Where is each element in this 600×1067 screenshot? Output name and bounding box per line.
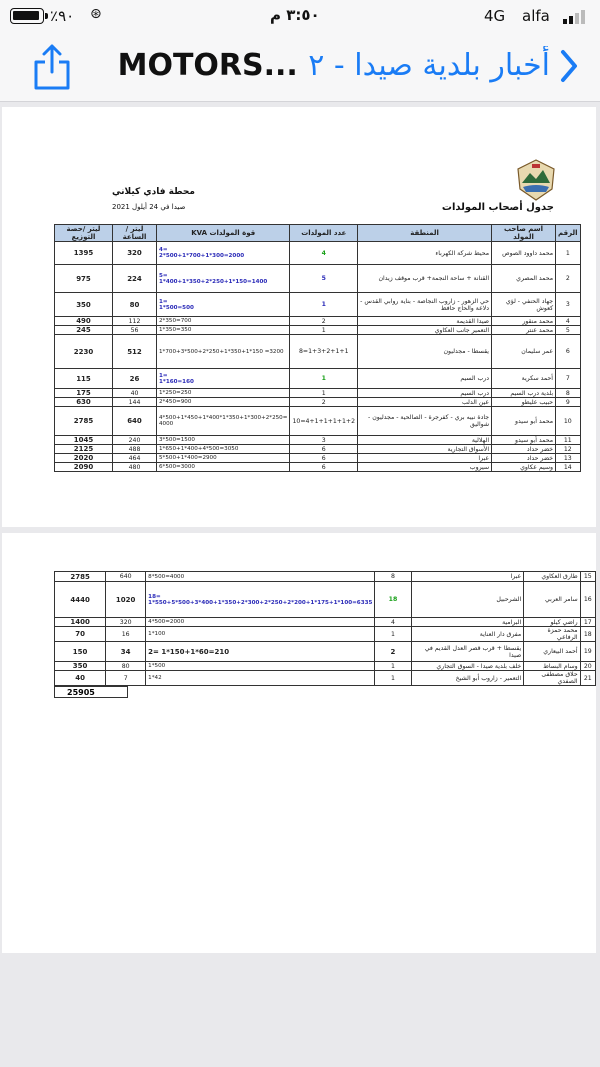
liters-per-hour: 512 (113, 335, 157, 369)
liters-per-hour: 640 (113, 407, 157, 436)
table-row (55, 627, 596, 642)
generators-table-1 (54, 224, 581, 472)
generator-kva: 1*42 (146, 671, 375, 686)
row-number: 21 (580, 671, 595, 686)
document-title: جدول أصحاب المولدات (441, 202, 554, 213)
area: مفرق دار العناية (411, 627, 524, 642)
liters-share: 1400 (55, 618, 106, 627)
generator-count: 1+3+2+1+1=8 (290, 335, 358, 369)
row-number: 13 (556, 454, 580, 463)
carrier-name: alfa (522, 7, 550, 25)
generator-kva: 1*700+3*500+2*250+1*350+1*150 =3200 (157, 335, 290, 369)
area: صيدا القديمة (358, 317, 492, 326)
generator-count: 1 (290, 293, 358, 317)
table-row (55, 389, 581, 398)
liters-share: 150 (55, 642, 106, 662)
area: الأسواق التجارية (358, 445, 492, 454)
liters-per-hour: 488 (113, 445, 157, 454)
area: التعمير - زاروب أبو الشيخ (411, 671, 524, 686)
liters-share: 2090 (55, 463, 113, 472)
liters-share: 2785 (55, 407, 113, 436)
generator-count: 1 (290, 369, 358, 389)
generator-kva: 18= 1*550+5*500+3*400+1*350+2*300+2*250+2*200+1*175+1*100=6335 (146, 582, 375, 618)
column-header: ليتر /حصة التوزيع (55, 225, 113, 242)
generator-kva: 1*650+1*400+4*500=3050 (157, 445, 290, 454)
share-icon[interactable] (30, 42, 74, 92)
area: الشرحبيل (411, 582, 524, 618)
generator-count: 1 (375, 662, 411, 671)
area: البرامية (411, 618, 524, 627)
row-number: 20 (580, 662, 595, 671)
area: عبرا (411, 572, 524, 582)
liters-share: 1045 (55, 436, 113, 445)
generator-kva: 5= 1*400+1*350+2*250+1*150=1400 (157, 265, 290, 293)
generator-count: 1 (290, 326, 358, 335)
generator-count: 5 (290, 265, 358, 293)
generator-count: 6 (290, 445, 358, 454)
generator-kva: 1= 1*500=500 (157, 293, 290, 317)
total-share: 25905 (54, 686, 128, 698)
back-chevron-icon[interactable] (553, 46, 583, 86)
row-number: 12 (556, 445, 580, 454)
area: يقسطا + قرب قصر العدل القديم في صيدا (411, 642, 524, 662)
liters-share: 2785 (55, 572, 106, 582)
table-row (55, 572, 596, 582)
liters-per-hour: 464 (113, 454, 157, 463)
owner-name: محمد منقور (492, 317, 556, 326)
generator-kva: 4= 2*500+1*700+1*300=2000 (157, 242, 290, 265)
liters-share: 350 (55, 293, 113, 317)
liters-share: 4440 (55, 582, 106, 618)
document-page-2 (2, 533, 596, 953)
table-row (55, 407, 581, 436)
generator-kva: 2*350=700 (157, 317, 290, 326)
row-number: 6 (556, 335, 580, 369)
owner-name: أحمد سكرية (492, 369, 556, 389)
table-row (55, 454, 581, 463)
liters-per-hour: 34 (106, 642, 146, 662)
owner-name: طارق العكاوي (524, 572, 580, 582)
status-bar (0, 0, 600, 34)
liters-per-hour: 112 (113, 317, 157, 326)
battery-percent: ٪٩٠ (50, 7, 75, 25)
liters-share: 70 (55, 627, 106, 642)
column-header: قوة المولدات KVA (157, 225, 290, 242)
generator-count: 18 (375, 582, 411, 618)
owner-name: عمر سليمان (492, 335, 556, 369)
area: الهلالية (358, 436, 492, 445)
generator-kva: 4*500=2000 (146, 618, 375, 627)
owner-name: راضي كيلو (524, 618, 580, 627)
area: محيط شركة الكهرباء (358, 242, 492, 265)
area: عبرا (358, 454, 492, 463)
area: التعمير جانب العكاوي (358, 326, 492, 335)
table-row (55, 642, 596, 662)
liters-per-hour: 7 (106, 671, 146, 686)
area: خلف بلدية صيدا - السوق التجاري (411, 662, 524, 671)
row-number: 9 (556, 398, 580, 407)
generator-count: 1 (290, 389, 358, 398)
table-row (55, 463, 581, 472)
generator-count: 2 (375, 642, 411, 662)
liters-per-hour: 224 (113, 265, 157, 293)
column-header: عدد المولدات (290, 225, 358, 242)
liters-share: 40 (55, 671, 106, 686)
page-title (110, 46, 550, 86)
area: سيروب (358, 463, 492, 472)
table-row (55, 369, 581, 389)
owner-name: خضر حداد (492, 454, 556, 463)
owner-name: محمد حمزة الرفاعي (524, 627, 580, 642)
owner-name: جهاد الحنفي - لؤي كعوش (492, 293, 556, 317)
liters-per-hour: 480 (113, 463, 157, 472)
liters-share: 1395 (55, 242, 113, 265)
table-header-row (55, 225, 581, 242)
owner-name: بلدية درب السيم (492, 389, 556, 398)
generator-kva: 1*250=250 (157, 389, 290, 398)
network-type: 4G (484, 7, 506, 25)
area: درب السيم (358, 389, 492, 398)
row-number: 4 (556, 317, 580, 326)
table-row (55, 436, 581, 445)
liters-share: 2020 (55, 454, 113, 463)
liters-per-hour: 640 (106, 572, 146, 582)
column-header: ليتر / الساعة (113, 225, 157, 242)
owner-name: حبيب عليطو (492, 398, 556, 407)
row-number: 11 (556, 436, 580, 445)
row-number: 10 (556, 407, 580, 436)
liters-share: 175 (55, 389, 113, 398)
row-number: 2 (556, 265, 580, 293)
signal-icon (563, 9, 589, 24)
generator-count: 4 (375, 618, 411, 627)
generator-kva: 1*350=350 (157, 326, 290, 335)
generator-count: 2 (290, 398, 358, 407)
liters-share: 2125 (55, 445, 113, 454)
liters-per-hour: 80 (113, 293, 157, 317)
table-row (55, 317, 581, 326)
document-date: صيدا في 24 أيلول 2021 (112, 203, 186, 211)
generator-count: 8 (375, 572, 411, 582)
table-row (55, 293, 581, 317)
table-row (55, 326, 581, 335)
generator-count: 1 (375, 627, 411, 642)
generators-table-2 (54, 571, 596, 686)
liters-share: 350 (55, 662, 106, 671)
liters-per-hour: 320 (106, 618, 146, 627)
title-latin: ...MOTORS (117, 48, 309, 83)
row-number: 17 (580, 618, 595, 627)
liters-share: 115 (55, 369, 113, 389)
navigation-bar (0, 34, 600, 102)
owner-name: وسام البساط (524, 662, 580, 671)
row-number: 3 (556, 293, 580, 317)
generator-count: 6 (290, 463, 358, 472)
generator-count: 2 (290, 317, 358, 326)
table-row (55, 265, 581, 293)
liters-per-hour: 26 (113, 369, 157, 389)
liters-per-hour: 80 (106, 662, 146, 671)
liters-share: 630 (55, 398, 113, 407)
owner-name: خضر حداد (492, 445, 556, 454)
generator-kva: 1= 1*160=160 (157, 369, 290, 389)
table-row (55, 582, 596, 618)
battery-icon (10, 8, 44, 24)
liters-per-hour: 1020 (106, 582, 146, 618)
owner-name: محمد أبو سيدو (492, 407, 556, 436)
generator-count: 4 (290, 242, 358, 265)
liters-per-hour: 16 (106, 627, 146, 642)
table-row (55, 445, 581, 454)
generator-kva: 8*500=4000 (146, 572, 375, 582)
column-header: الرقم (556, 225, 580, 242)
rotation-lock-icon: ⊛ (90, 6, 102, 22)
table-row (55, 242, 581, 265)
area: يقسطا - مجدليون (358, 335, 492, 369)
table-row (55, 671, 596, 686)
table-row (55, 662, 596, 671)
row-number: 5 (556, 326, 580, 335)
liters-share: 2230 (55, 335, 113, 369)
generator-kva: 3*500=1500 (157, 436, 290, 445)
area: عين الدلب (358, 398, 492, 407)
generator-kva: 4*500+1*450+1*400*1*350+1*300+2*250= 4000 (157, 407, 290, 436)
table-row (55, 398, 581, 407)
owner-name: محمد داوود الصوص (492, 242, 556, 265)
owner-name: أحمد البيعاري (524, 642, 580, 662)
row-number: 15 (580, 572, 595, 582)
document-page-1 (2, 107, 596, 527)
liters-per-hour: 40 (113, 389, 157, 398)
column-header: المنطقة (358, 225, 492, 242)
owner-name: حلاق مصطفى الصفدي (524, 671, 580, 686)
row-number: 18 (580, 627, 595, 642)
area: جادة نبيه بري - كفرجرة - الصالحية - مجدليون - شواليق (358, 407, 492, 436)
liters-per-hour: 320 (113, 242, 157, 265)
title-arabic: أخبار بلدية صيدا - ٢ (308, 48, 550, 83)
owner-name: محمد أبو سيدو (492, 436, 556, 445)
generator-kva: 2*450=900 (157, 398, 290, 407)
generator-count: 1 (375, 671, 411, 686)
generator-count: 3 (290, 436, 358, 445)
liters-per-hour: 144 (113, 398, 157, 407)
clock: ٣:٥٠ م (270, 6, 320, 24)
row-number: 19 (580, 642, 595, 662)
area: درب السيم (358, 369, 492, 389)
generator-kva: 1*100 (146, 627, 375, 642)
area: القنانة + ساحة النجمة+ قرب موقف زيدان (358, 265, 492, 293)
column-header: اسم صاحب المولد (492, 225, 556, 242)
liters-per-hour: 56 (113, 326, 157, 335)
area: حي الزهور - زاروب النجاصة - بناية روابي القدس - دلاعة والحاج حافظ (358, 293, 492, 317)
municipality-logo (516, 159, 556, 201)
generator-count: 4+1+1+1+1+2=10 (290, 407, 358, 436)
table-row (55, 618, 596, 627)
generator-kva: 5*500+1*400=2900 (157, 454, 290, 463)
generator-kva: 6*500=3000 (157, 463, 290, 472)
station-name: محطة فادي كيلاني (112, 187, 195, 197)
table-row (55, 335, 581, 369)
row-number: 16 (580, 582, 595, 618)
owner-name: محمد عنتر (492, 326, 556, 335)
generator-kva: 2= 1*150+1*60=210 (146, 642, 375, 662)
generator-kva: 1*500 (146, 662, 375, 671)
liters-share: 490 (55, 317, 113, 326)
generator-count: 6 (290, 454, 358, 463)
liters-share: 975 (55, 265, 113, 293)
owner-name: وسيم عكاوي (492, 463, 556, 472)
row-number: 7 (556, 369, 580, 389)
row-number: 8 (556, 389, 580, 398)
row-number: 1 (556, 242, 580, 265)
owner-name: سامر العربي (524, 582, 580, 618)
owner-name: محمد المصري (492, 265, 556, 293)
liters-share: 245 (55, 326, 113, 335)
row-number: 14 (556, 463, 580, 472)
liters-per-hour: 240 (113, 436, 157, 445)
